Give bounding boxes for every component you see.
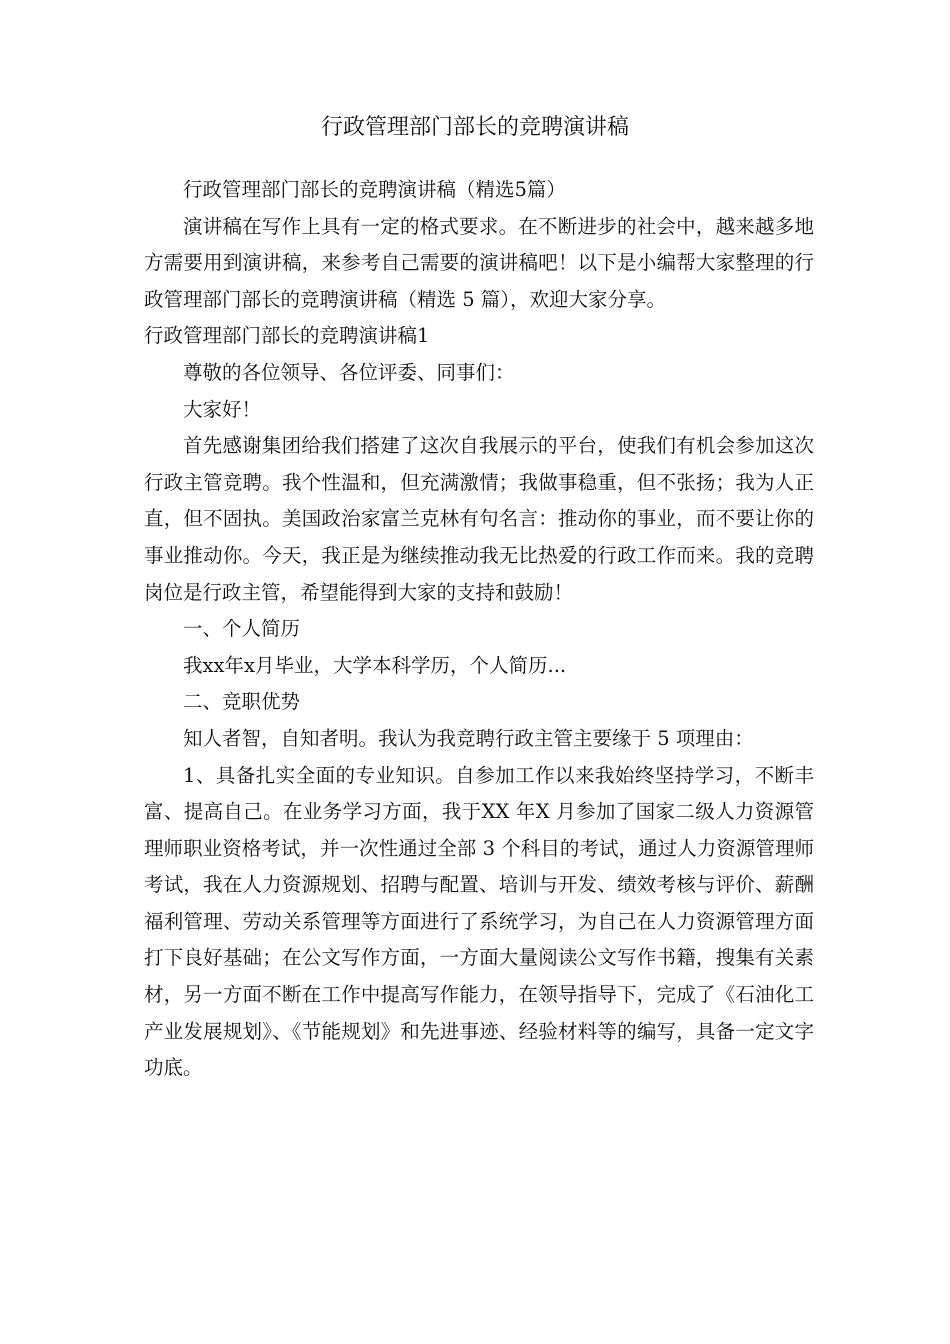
intro-paragraph: 演讲稿在写作上具有一定的格式要求。在不断进步的社会中，越来越多地方需要用到演讲稿，来参考自己需要的演讲稿吧！以下是小编帮大家整理的行政管理部门部长的竞聘演讲稿（精选 5 篇），欢迎大家分享。 [144,214,814,311]
document-body [144,172,814,1087]
subtitle-paragraph: 行政管理部门部长的竞聘演讲稿（精选5篇） [183,178,566,201]
subheading-resume: 一、个人简历 [183,617,301,641]
subheading-advantages: 二、竞职优势 [183,690,301,714]
greeting-paragraph: 大家好！ [183,397,262,421]
section-heading-1: 行政管理部门部长的竞聘演讲稿1 [144,324,430,348]
advantage-1-paragraph: 1、具备扎实全面的专业知识。自参加工作以来我始终坚持学习，不断丰富、提高自己。在业务学习方面，我于XX 年X 月参加了国家二级人力资源管理师职业资格考试，并一次性通过全部 3 个科目的考试，通过人力资源管理师考试，我在人力资源规划、招聘与配置、培训与开发、绩效考核与评价、薪酬福利管理、劳动关系管理等方面进行了系统学习，为自己在人力资源管理方面打下良好基础；在公文写作方面，一方面大量阅读公文写作书籍，搜集有关素材，另一方面不断在工作中提高写作能力，在领导指导下，完成了《石油化工产业发展规划》、《节能规划》和先进事迹、经验材料等的编写，具备一定文字功底。 [144,763,814,1080]
resume-paragraph: 我xx年x月毕业，大学本科学历，个人简历... [183,653,567,677]
document-title: 行政管理部门部长的竞聘演讲稿 [320,115,629,140]
salutation-paragraph: 尊敬的各位领导、各位评委、同事们： [183,360,515,384]
advantages-intro-paragraph: 知人者智，自知者明。我认为我竞聘行政主管主要缘于 5 项理由： [183,726,754,750]
opening-paragraph: 首先感谢集团给我们搭建了这次自我展示的平台，使我们有机会参加这次行政主管竞聘。我个性温和，但充满激情；我做事稳重，但不张扬；我为人正直，但不固执。美国政治家富兰克林有句名言：推动你的事业，而不要让你的事业推动你。今天，我正是为继续推动我无比热爱的行政工作而来。我的竞聘岗位是行政主管，希望能得到大家的支持和鼓励！ [144,434,814,604]
